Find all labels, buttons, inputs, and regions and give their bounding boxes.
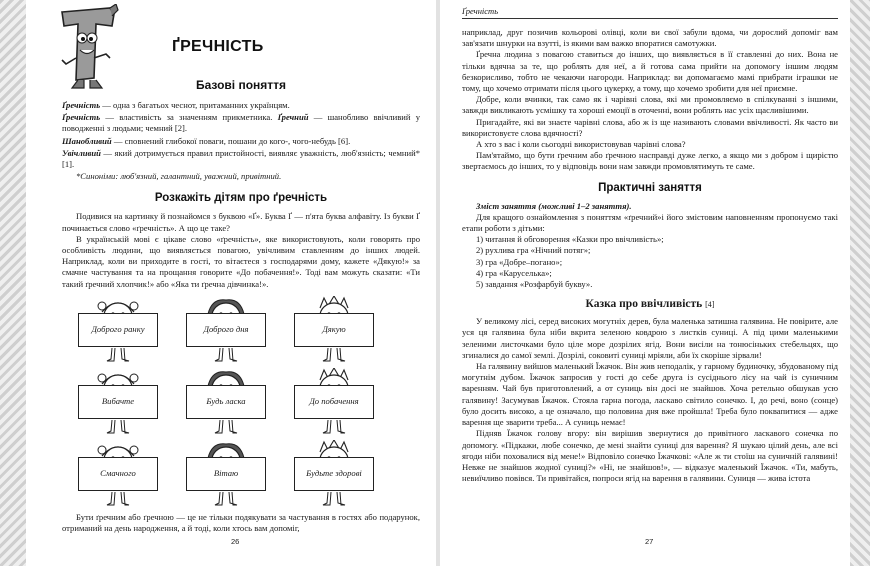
body-paragraph: наприклад, друг позичив кольорові олівці, коли ви свої забули вдома, чи дорослий допоміг вам зав'язати шнурки на взутті, із якими вам важко впоратися самотужки. xyxy=(462,27,838,49)
tale-heading: Казка про ввічливість [4] xyxy=(585,298,715,311)
child-legs-icon xyxy=(106,492,130,506)
definitions xyxy=(62,100,420,182)
child-legs-icon xyxy=(322,420,346,434)
sign-board-label: Вибачте xyxy=(78,385,158,419)
list-item: 1) читання й обговорення «Казки про ввічливість»; xyxy=(476,234,664,245)
polite-word-card xyxy=(180,440,272,506)
body-paragraph: Підняв Їжачок голову вгору: він вирішив звернутися до привітного ласкавого сонечка по допомогу. «Підкажи, любе сонечко, де мені знайти суниці для варення? Я шукаю цілий день, але всі ягоди ніби поховалися від мене!» Відповіло сонечко Їжачкові: «Але ж ти стоїш на суничній галявині! Невже не знайшов жодної суниці?» «Ні, не знайшов!», — відказує маленький Їжачок. «Ти, мабуть, невиїчливо повівся. Ти привітайся, попроси ягід на варення в галявини. Суниця — жива істота xyxy=(462,428,838,484)
sign-board-label: Смачного xyxy=(78,457,158,491)
child-legs-icon xyxy=(214,492,238,506)
practical-lessons-heading: Практичні заняття xyxy=(598,181,702,194)
child-legs-icon xyxy=(322,492,346,506)
polite-words-illustration xyxy=(62,296,420,508)
body-paragraph: Для кращого ознайомлення з поняттям «ґречний»і його змістовим наповненням пропонуємо такі етапи роботи з дітьми: xyxy=(462,211,838,234)
child-legs-icon xyxy=(322,348,346,362)
polite-word-card xyxy=(288,368,380,434)
polite-word-card xyxy=(288,296,380,362)
ornamental-border-right xyxy=(850,0,870,566)
polite-word-card xyxy=(180,296,272,362)
body-paragraph: Добре, коли вчинки, так само як і чарівні слова, які ми промовляємо в спілкуванні з іншими, завжди викликають усмішку та хороші емоції в оточенні, вони роблять нас усіх щасливішими. xyxy=(462,94,838,116)
body-paragraph: Бути ґречним або ґречною — це не тільки подякувати за частування в гостях або подарунок, отриманий на день народження, а й тоді, коли хтось вам допоміг, xyxy=(62,511,420,534)
list-item: 4) гра «Каруселька»; xyxy=(476,267,552,278)
body-paragraph: Подивися на картинку й познайомся з буквою «Ґ». Буква Ґ — п'ята буква алфавіту. Із букви Ґ починається слово «ґречність». А що це таке? xyxy=(62,211,420,233)
synonyms-note: *Синоніми: люб'язний, галантний, уважний, привітний. xyxy=(76,171,282,182)
definition-item: Увічливий — який дотримується правил пристойності, виявляє уважність, люб'язність; чемний* [1]. xyxy=(62,147,420,170)
definition-item: Ґречність — одна з багатьох чеснот, притаманних українцям. xyxy=(62,100,290,110)
polite-word-card xyxy=(180,368,272,434)
sign-board-label: До побачення xyxy=(294,385,374,419)
list-item: 3) гра «Добре–погано»; xyxy=(476,256,563,267)
body-paragraph: У великому лісі, серед високих могутніх дерев, була маленька затишна галявина. Не повірите, але уся ця галявина була ніби вкрита зеленою ковдрою з листків суниці. А під цими маленькими зеленими листочками було ціле море дозрілих ягід. Вони висіли на тонюсіньких стебельцях, що згиналися до самої землі. Дозрілі, соковиті суниці мріяли, аби їх скоріше зірвали! xyxy=(462,316,838,360)
sign-board-label: Доброго дня xyxy=(186,313,266,347)
ornamental-border-left xyxy=(0,0,26,566)
body-paragraph: На галявину вийшов маленький Їжачок. Він жив неподалік, у гарному будиночку, збудованому під могутнім дубом. Їжачок запросив у гості до себе друга із сусіднього лісу на чай із суничним варенням. Чай був приготовлений, а от суниць він досі не знайшов. Хоча ретельно обшукав усю галявину! Засумував Їжачок. Стояла гарна погода, ласкаво світило сонечко. І, до речі, воно (сонце) було досить високо, а це означало, що половина дня вже пройшла! Треба було поквапитися — адже варення ще зварити треба... А суниць немає! xyxy=(462,361,838,428)
polite-word-card xyxy=(72,296,164,362)
polite-word-card xyxy=(288,440,380,506)
polite-word-card xyxy=(72,368,164,434)
list-item: 5) завдання «Розфарбуй букву». xyxy=(476,279,593,290)
list-item: 2) рухлива гра «Нічний потяг»; xyxy=(476,245,591,256)
polite-word-card xyxy=(72,440,164,506)
steps-list xyxy=(462,234,838,290)
child-legs-icon xyxy=(106,420,130,434)
chapter-header xyxy=(62,0,420,74)
page-number: 26 xyxy=(231,537,240,546)
sign-board-label: Доброго ранку xyxy=(78,313,158,347)
chapter-title: ҐРЕЧНІСТЬ xyxy=(172,38,264,55)
sign-board-label: Будь ласка xyxy=(186,385,266,419)
body-paragraph: Ґречна людина з повагою ставиться до інших, що виявляється в її ставленні до них. Вона не тільки вдячна за те, що роблять для неї, а й готова сама прийти на допомогу іншим людям безкорисливо, тобто не чекаючи нагороди. Наприклад: ви допомагаємо мамі прибрати іграшки не тому, що хочемо отримати після цього цукерку, а тому, що хочемо зробити для неї приємне. xyxy=(462,49,838,94)
body-paragraph: Пригадайте, які ви знаєте чарівні слова, або ж із ще називають словами ввічливості. Як часто ви використовуєте слова вдячності? xyxy=(462,116,838,138)
sign-board-label: Будьте здорові xyxy=(294,457,374,491)
definition-item: Шанобливий — сповнений глибокої поваги, пошани до кого-, чого-небудь [6]. xyxy=(62,135,351,146)
tell-children-heading: Розкажіть дітям про ґречність xyxy=(154,192,328,205)
body-paragraph: Пам'ятаймо, що бути ґречним або ґречною насправді дуже легко, а якщо ми з добром і щирістю звертаємось до інших, то у відповідь вони нам завжди промовлятимуть те саме. xyxy=(462,150,838,172)
left-page xyxy=(26,0,436,566)
body-paragraph: А хто з вас і коли сьогодні використовував чарівні слова? xyxy=(476,139,686,150)
right-page xyxy=(440,0,850,566)
child-legs-icon xyxy=(214,348,238,362)
running-head: Ґречність xyxy=(462,0,838,19)
page-number: 27 xyxy=(645,537,654,546)
definition-item: Ґречність — властивість за значенням прикметника. Ґречний — шанобливо ввічливий у поводженні з людьми; чемний [2]. xyxy=(62,112,421,134)
child-legs-icon xyxy=(214,420,238,434)
body-paragraph: В українській мові є цікаве слово «ґречність», яке використовують, коли говорять про особливість людини, що виявляється повагою, увічливим ставленням до інших людей. Наприклад, коли ви приходите в гості, то вітаєтеся з господарями дому, кажете «Дякую!» за смачне частування та на прощання говорите «До побачення!». Тоді вам можуть сказати: «Ти такий ґречний хлопчик!» або «Яка ти ґречна дівчинка!». xyxy=(62,233,420,289)
child-legs-icon xyxy=(106,348,130,362)
tale-reference: [4] xyxy=(705,300,715,310)
letter-g-character-icon xyxy=(56,4,122,90)
basic-concepts-heading: Базові поняття xyxy=(195,78,287,92)
lesson-content-label: Зміст заняття (можливі 1–2 заняття). xyxy=(476,200,632,211)
sign-board-label: Дякую xyxy=(294,313,374,347)
sign-board-label: Вітаю xyxy=(186,457,266,491)
